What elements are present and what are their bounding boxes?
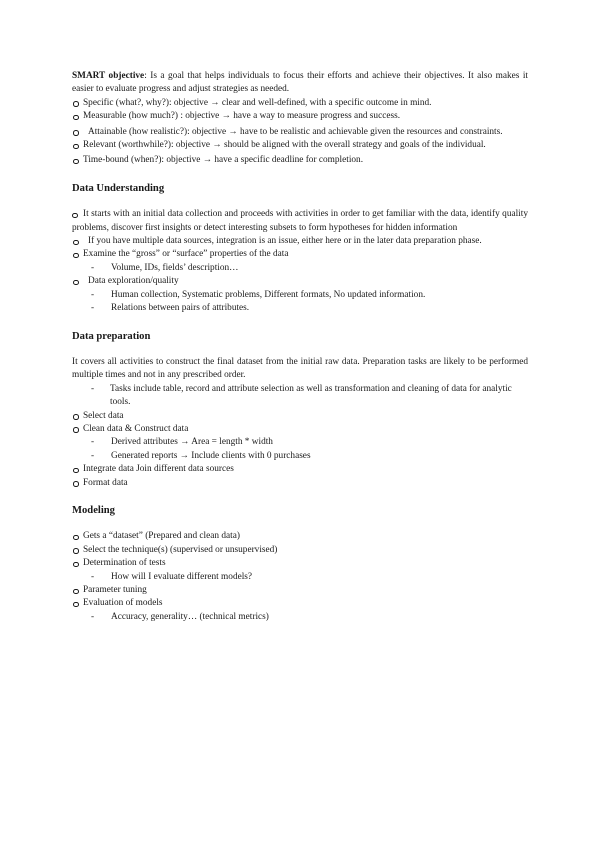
mod-subitem-accuracy: - Accuracy, generality… (technical metrics) (72, 611, 528, 624)
du-subitem-volume: - Volume, IDs, fields’ description… (72, 262, 528, 275)
smart-item-specific: Specific (what?, why?): objective → clear and well-defined, with a specific outcome in mind. (72, 97, 528, 110)
du-item-exploration: Data exploration/quality (72, 275, 528, 288)
heading-data-preparation: Data preparation (72, 330, 151, 342)
dp-item-integrate: Integrate data Join different data sources (72, 463, 528, 476)
dp-intro: It covers all activities to construct the final dataset from the initial raw data. Preparation tasks are likely to be performed multiple times and not in any prescribed order. (72, 356, 528, 381)
dp-subitem-derived: - Derived attributes → Area = length * width (72, 436, 528, 449)
heading-modeling: Modeling (72, 504, 115, 516)
document-page (72, 70, 528, 624)
dp-item-clean: Clean data & Construct data (72, 423, 528, 436)
smart-intro (72, 70, 528, 97)
mod-item-dataset: Gets a “dataset” (Prepared and clean data) (72, 530, 528, 543)
du-item-examine: Examine the “gross” or “surface” properties of the data (72, 248, 528, 261)
smart-term: SMART objective (72, 71, 145, 81)
mod-item-technique: Select the technique(s) (supervised or unsupervised) (72, 544, 528, 557)
du-intro-text: It starts with an initial data collection and proceeds with activities in order to get familiar with the data, identify quality problems, discover first insights or detect interesting subsets to form hypotheses for hidden information (72, 209, 528, 233)
heading-data-understanding: Data Understanding (72, 182, 165, 194)
smart-definition: : Is a goal that helps individuals to focus their efforts and achieve their objectives. It also makes it easier to evaluate progress and adjust strategies as needed. (72, 71, 528, 95)
dp-item-select: Select data (72, 410, 528, 423)
du-intro (72, 208, 528, 235)
mod-subitem-evaluate: - How will I evaluate different models? (72, 571, 528, 584)
smart-item-attainable: Attainable (how realistic?): objective → have to be realistic and achievable given the resources and constraints. (72, 126, 528, 139)
mod-item-tuning: Parameter tuning (72, 584, 528, 597)
du-subitem-relations: - Relations between pairs of attributes. (72, 302, 528, 315)
dp-subitem-tasks: - Tasks include table, record and attribute selection as well as transformation and cleaning of data for analytic tools. (72, 383, 528, 410)
dp-item-format: Format data (72, 477, 528, 490)
du-intro-bullet (72, 213, 78, 219)
dp-subitem-reports: - Generated reports → Include clients with 0 purchases (72, 450, 528, 463)
mod-item-evaluation: Evaluation of models (72, 597, 528, 610)
mod-item-tests: Determination of tests (72, 557, 528, 570)
du-item-sources: If you have multiple data sources, integration is an issue, either here or in the later data preparation phase. (72, 235, 528, 248)
smart-item-timebound: Time-bound (when?): objective → have a specific deadline for completion. (72, 154, 528, 167)
smart-item-measurable: Measurable (how much?) : objective → have a way to measure progress and success. (72, 110, 528, 123)
smart-item-relevant: Relevant (worthwhile?): objective → should be aligned with the overall strategy and goals of the individual. (72, 139, 528, 152)
du-subitem-problems: - Human collection, Systematic problems, Different formats, No updated information. (72, 289, 528, 302)
